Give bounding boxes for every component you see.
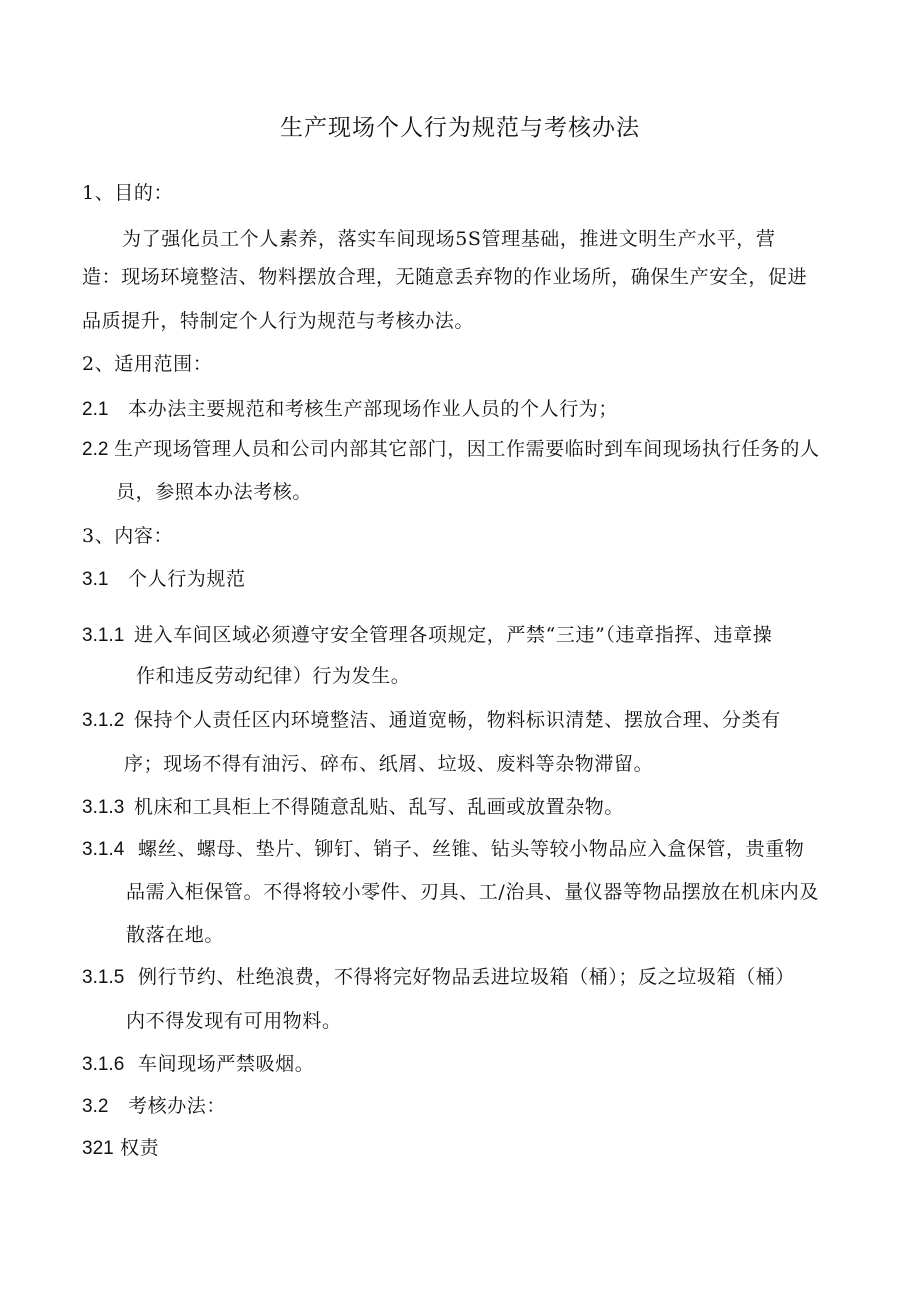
- item-3-1-2-text: 保持个人责任区内环境整洁、通道宽畅，物料标识清楚、摆放合理、分类有: [134, 709, 781, 731]
- item-3-1-4-number: 3.1.4: [82, 839, 125, 860]
- item-3-1-3-number: 3.1.3: [82, 797, 125, 818]
- item-2-2: [82, 436, 820, 463]
- item-2-2-text: 生产现场管理人员和公司内部其它部门，因工作需要临时到车间现场执行任务的人: [114, 438, 820, 460]
- item-3-1-2-number: 3.1.2: [82, 710, 125, 731]
- item-2-2-number: 2.2: [82, 439, 109, 460]
- item-3-1-4: [82, 836, 804, 863]
- item-3-2-1-text: 权责: [120, 1137, 160, 1159]
- section-1-para-line-2: 造：现场环境整洁、物料摆放合理，无随意丢弃物的作业场所，确保生产安全，促进: [82, 266, 808, 288]
- item-2-2-continuation: 员，参照本办法考核。: [116, 481, 313, 503]
- item-3-2-1: [82, 1135, 159, 1162]
- item-3-1-1: [82, 622, 772, 649]
- section-1-heading: 1、目的：: [82, 182, 174, 204]
- item-3-1-3-text: 机床和工具柜上不得随意乱贴、乱写、乱画或放置杂物。: [134, 796, 625, 818]
- section-1-para-line-1: 为了强化员工个人素养，落实车间现场5S管理基础，推进文明生产水平，营: [122, 228, 776, 250]
- item-3-2-text: 考核办法：: [128, 1095, 227, 1117]
- item-3-1-5-continuation: 内不得发现有可用物料。: [126, 1010, 342, 1032]
- item-3-1-1-continuation: 作和违反劳动纪律）行为发生。: [136, 665, 411, 687]
- section-1-para-line-3: 品质提升，特制定个人行为规范与考核办法。: [82, 310, 475, 332]
- item-3-1: [82, 566, 246, 593]
- item-3-1-6-text: 车间现场严禁吸烟。: [138, 1053, 315, 1075]
- item-3-1-3: [82, 794, 624, 821]
- item-3-2: [82, 1093, 226, 1120]
- section-2-heading: 2、适用范围：: [82, 353, 213, 375]
- item-3-1-1-number: 3.1.1: [82, 625, 125, 646]
- item-3-1-text: 个人行为规范: [128, 568, 246, 590]
- item-3-1-6-number: 3.1.6: [82, 1054, 125, 1075]
- item-3-1-2: [82, 707, 781, 734]
- item-3-1-4-continuation-2: 散落在地。: [126, 924, 225, 946]
- item-3-2-1-number: 321: [82, 1138, 114, 1159]
- item-3-2-number: 3.2: [82, 1096, 109, 1117]
- item-3-1-1-text: 进入车间区域必须遵守安全管理各项规定，严禁“三违”（违章指挥、违章操: [134, 624, 773, 646]
- item-3-1-4-continuation-1: 品需入柜保管。不得将较小零件、刃具、工/治具、量仪器等物品摆放在机床内及: [126, 881, 820, 903]
- item-3-1-5: [82, 964, 795, 991]
- item-3-1-5-number: 3.1.5: [82, 967, 125, 988]
- item-2-1-number: 2.1: [82, 399, 109, 420]
- item-3-1-5-text: 例行节约、杜绝浪费，不得将完好物品丢进垃圾箱（桶）；反之垃圾箱（桶）: [138, 966, 795, 988]
- item-3-1-4-text: 螺丝、螺母、垫片、铆钉、销子、丝锥、钻头等较小物品应入盒保管，贵重物: [138, 838, 805, 860]
- item-3-1-2-continuation: 序；现场不得有油污、碎布、纸屑、垃圾、废料等杂物滞留。: [124, 753, 654, 775]
- document-title: 生产现场个人行为规范与考核办法: [280, 115, 640, 141]
- item-3-1-6: [82, 1051, 314, 1078]
- section-3-heading: 3、内容：: [82, 525, 174, 547]
- item-2-1: [82, 396, 618, 423]
- item-2-1-text: 本办法主要规范和考核生产部现场作业人员的个人行为；: [128, 398, 619, 420]
- item-3-1-number: 3.1: [82, 569, 109, 590]
